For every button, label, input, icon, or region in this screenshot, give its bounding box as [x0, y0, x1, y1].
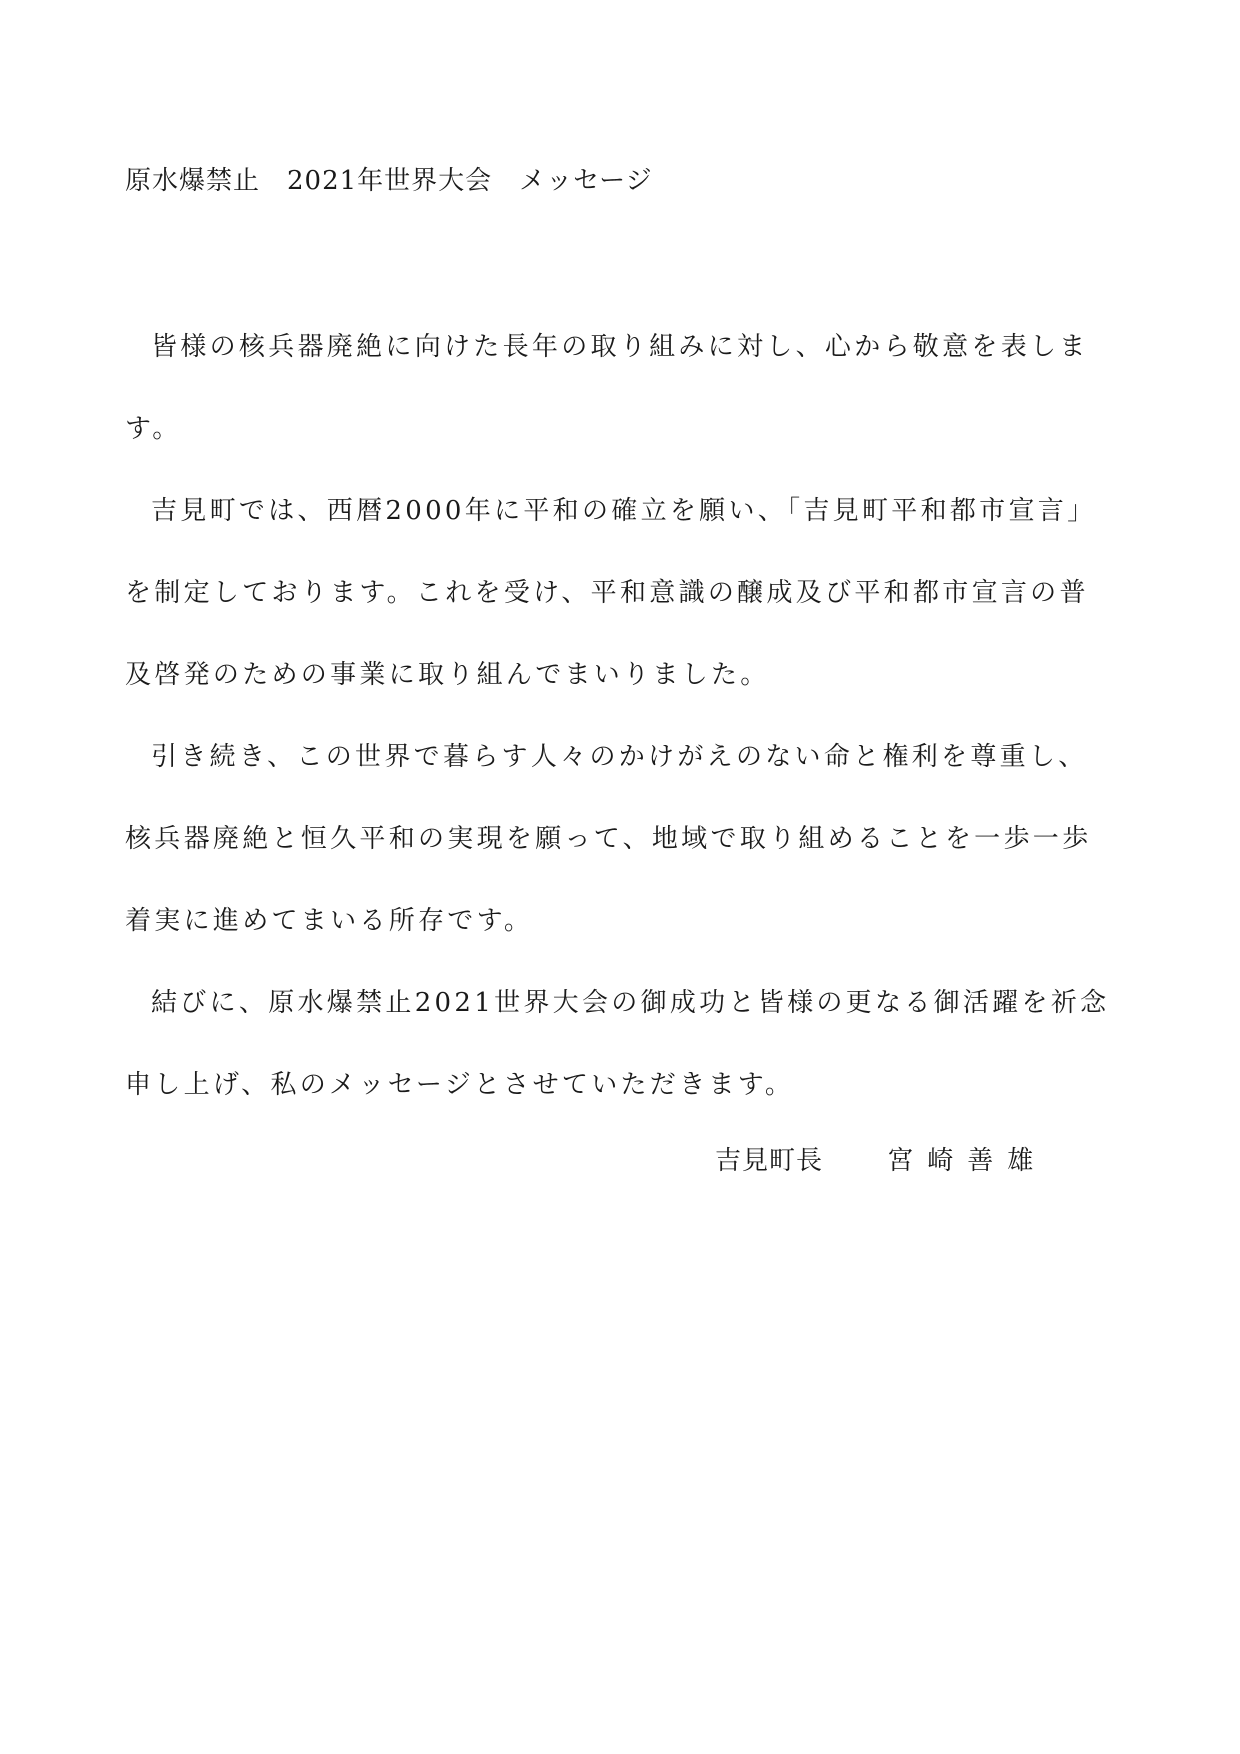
- signature-block: [715, 1140, 1047, 1177]
- signer-name: 宮崎善雄: [887, 1146, 1048, 1176]
- message-body: [125, 306, 1115, 1126]
- paragraph-peace-declaration: 吉見町では、西暦2000年に平和の確立を願い、「吉見町平和都市宣言」を制定しております。これを受け、平和意識の醸成及び平和都市宣言の普及啓発のための事業に取り組んでまいりました。: [125, 496, 1097, 690]
- paragraph-respect: 皆様の核兵器廃絶に向けた長年の取り組みに対し、心から敬意を表します。: [125, 332, 1089, 444]
- signer-title: 吉見町長: [715, 1146, 824, 1176]
- paragraph-commitment: 引き続き、この世界で暮らす人々のかけがえのない命と権利を尊重し、核兵器廃絶と恒久平和の実現を願って、地域で取り組めることを一歩一歩着実に進めてまいる所存です。: [125, 742, 1092, 936]
- paragraph-closing: 結びに、原水爆禁止2021世界大会の御成功と皆様の更なる御活躍を祈念申し上げ、私のメッセージとさせていただきます。: [125, 988, 1110, 1100]
- document-title: 原水爆禁止 2021年世界大会 メッセージ: [125, 166, 653, 196]
